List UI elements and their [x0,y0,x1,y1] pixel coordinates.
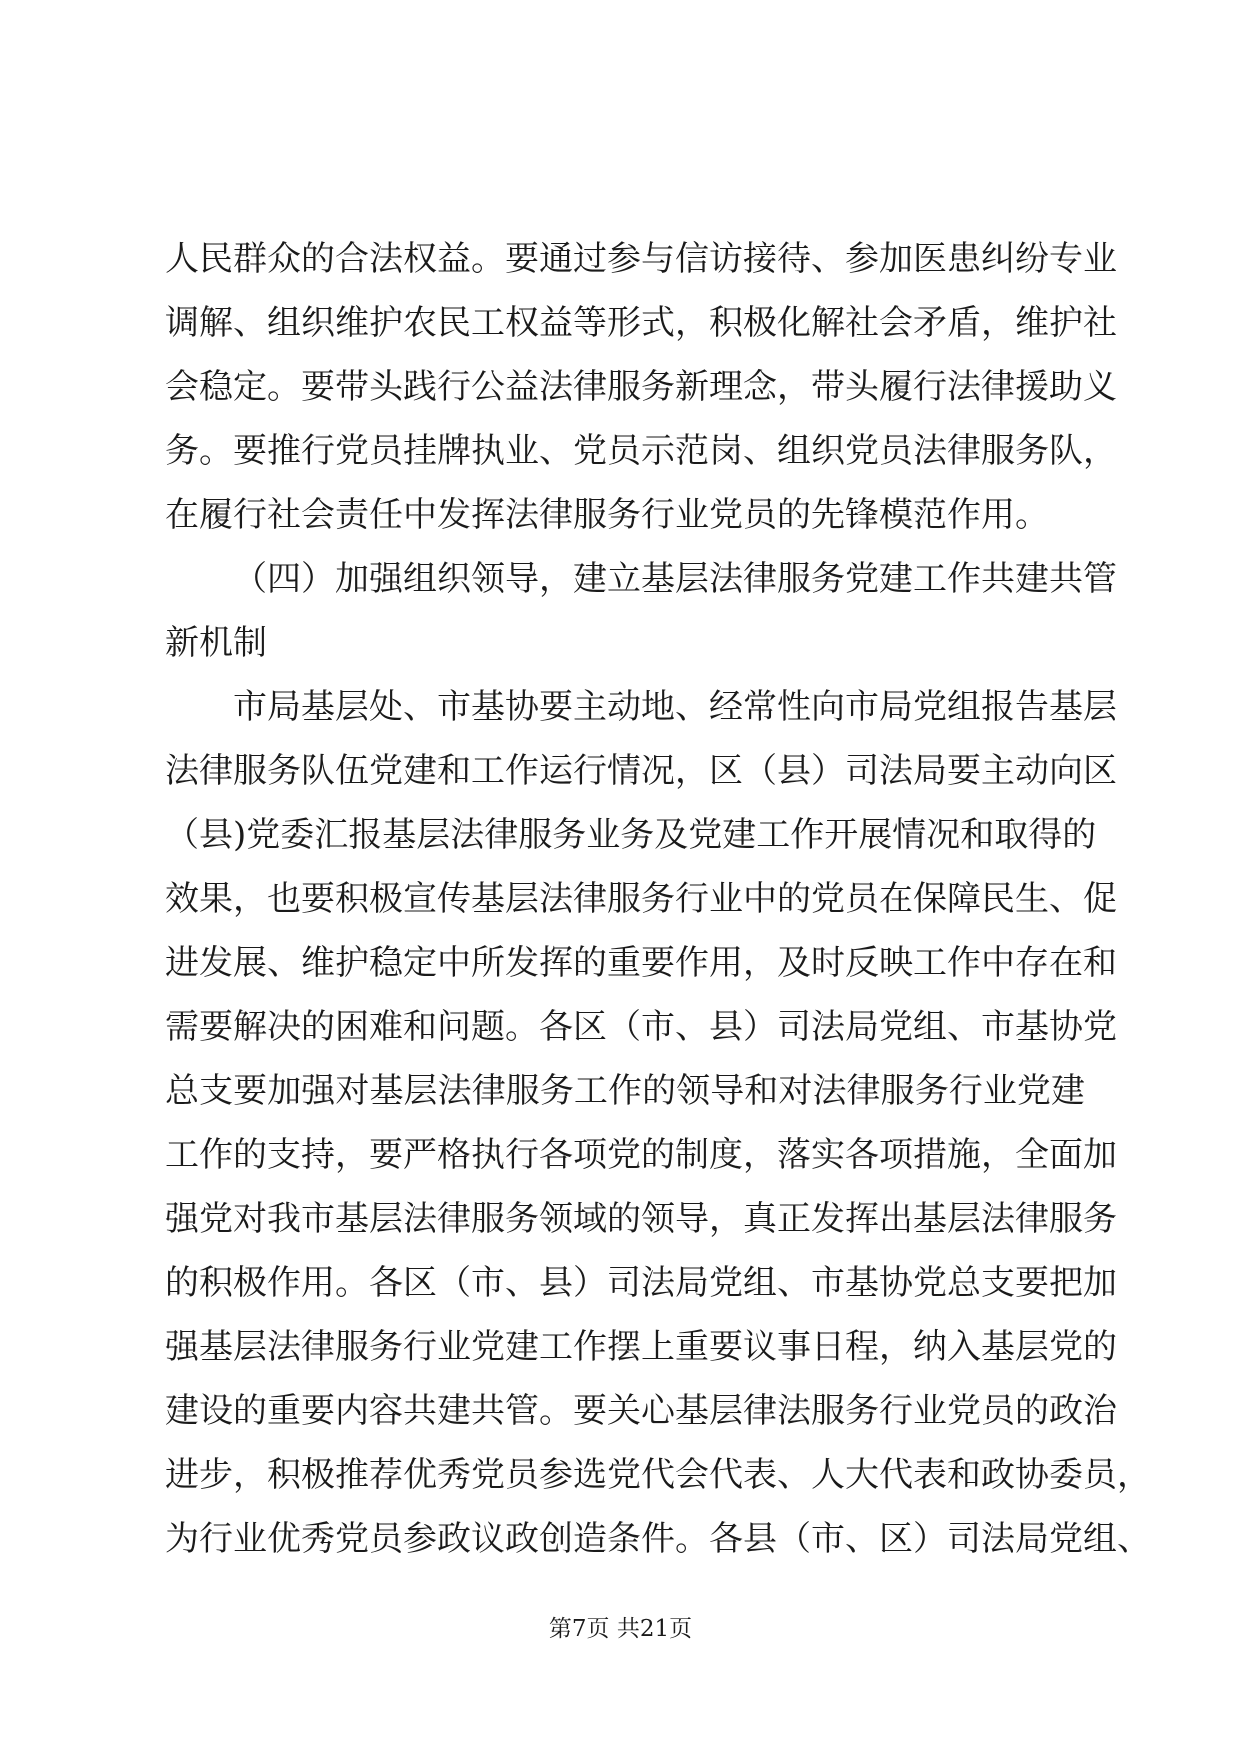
text-line: 强党对我市基层法律服务领域的领导，真正发挥出基层法律服务 [165,1199,1117,1239]
text-line: 需要解决的困难和问题。各区（市、县）司法局党组、市基协党 [165,1007,1117,1047]
text-line: 法律服务队伍党建和工作运行情况，区（县）司法局要主动向区 [165,751,1117,791]
text-line: 进步，积极推荐优秀党员参选党代会代表、人大代表和政协委员， [165,1455,1151,1495]
text-line: 会稳定。要带头践行公益法律服务新理念，带头履行法律援助义 [165,367,1117,407]
text-line: 人民群众的合法权益。要通过参与信访接待、参加医患纠纷专业 [165,239,1117,279]
text-line: 总支要加强对基层法律服务工作的领导和对法律服务行业党建 [165,1071,1085,1111]
section-heading-4 [165,547,1117,675]
text-line: 建设的重要内容共建共管。要关心基层律法服务行业党员的政治 [165,1391,1117,1431]
text-line: 进发展、维护稳定中所发挥的重要作用，及时反映工作中存在和 [165,943,1117,983]
text-line: 在履行社会责任中发挥法律服务行业党员的先锋模范作用。 [165,495,1049,535]
page-footer [0,1614,1241,1644]
text-line: 为行业优秀党员参政议政创造条件。各县（市、区）司法局党组、 [165,1519,1151,1559]
text-line: 务。要推行党员挂牌执业、党员示范岗、组织党员法律服务队， [165,431,1117,471]
text-line: 的积极作用。各区（市、县）司法局党组、市基协党总支要把加 [165,1263,1117,1303]
document-body [165,227,1151,1571]
text-line: 效果，也要积极宣传基层法律服务行业中的党员在保障民生、促 [165,879,1117,919]
paragraph-rights-protection [165,227,1117,547]
paragraph-organization-leadership [165,675,1151,1571]
text-line: 市局基层处、市基协要主动地、经常性向市局党组报告基层 [233,687,1117,727]
text-line: （县)党委汇报基层法律服务业务及党建工作开展情况和取得的 [165,815,1097,855]
heading-line: 新机制 [165,623,267,663]
text-line: 工作的支持，要严格执行各项党的制度，落实各项措施，全面加 [165,1135,1117,1175]
text-line: 强基层法律服务行业党建工作摆上重要议事日程，纳入基层党的 [165,1327,1117,1367]
page-number-label: 第7页 共21页 [548,1616,693,1642]
text-line: 调解、组织维护农民工权益等形式，积极化解社会矛盾，维护社 [165,303,1117,343]
heading-line: （四）加强组织领导，建立基层法律服务党建工作共建共管 [233,559,1117,599]
